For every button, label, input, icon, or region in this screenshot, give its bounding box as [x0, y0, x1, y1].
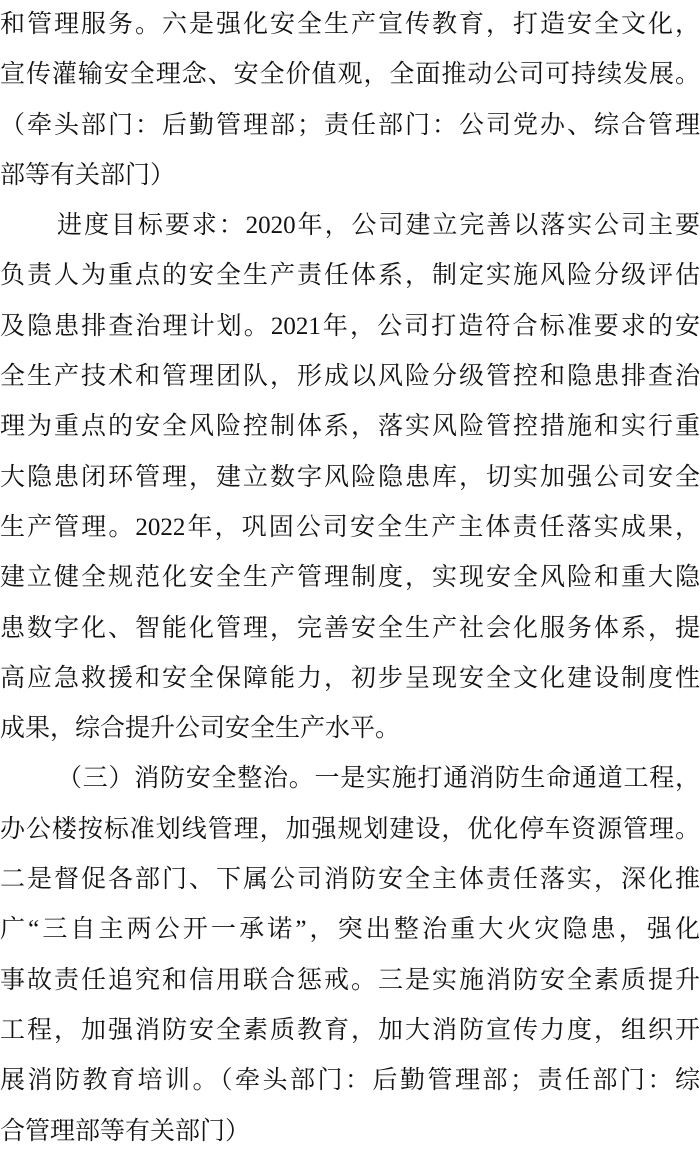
text-line: 办公楼按标准划线管理，加强规划建设，优化停车资源管理。 [0, 815, 700, 843]
text-line: 患数字化、智能化管理，完善安全生产社会化服务体系，提 [0, 614, 700, 642]
text-line: 大隐患闭环管理，建立数字风险隐患库，切实加强公司安全 [0, 463, 700, 491]
text-line: 建立健全规范化安全生产管理制度，实现安全风险和重大隐 [0, 564, 700, 592]
text-line: 进度目标要求：2020年，公司建立完善以落实公司主要 [57, 212, 700, 240]
text-line: 部等有关部门） [0, 161, 176, 189]
text-line: 及隐患排查治理计划。2021年，公司打造符合标准要求的安 [0, 312, 700, 340]
text-line: 成果，综合提升公司安全生产水平。 [0, 715, 401, 743]
text-line: 事故责任追究和信用联合惩戒。三是实施消防安全素质提升 [0, 966, 700, 994]
text-line: 二是督促各部门、下属公司消防安全主体责任落实，深化推 [0, 866, 700, 894]
text-line: 全生产技术和管理团队，形成以风险分级管控和隐患排查治 [0, 363, 700, 391]
text-line: （三）消防安全整治。一是实施打通消防生命通道工程， [57, 765, 700, 793]
text-line: 宣传灌输安全理念、安全价值观，全面推动公司可持续发展。 [0, 61, 700, 89]
text-line: 生产管理。2022年，巩固公司安全生产主体责任落实成果， [0, 513, 700, 541]
text-line: 工程，加强消防安全素质教育，加大消防宣传力度，组织开 [0, 1016, 700, 1044]
text-line: 高应急救援和安全保障能力，初步呈现安全文化建设制度性 [0, 664, 700, 692]
text-line: 合管理部等有关部门） [0, 1117, 251, 1145]
text-line: 理为重点的安全风险控制体系，落实风险管控措施和实行重 [0, 413, 700, 441]
text-line: 展消防教育培训。（牵头部门：后勤管理部；责任部门：综 [0, 1067, 700, 1095]
text-line: 负责人为重点的安全生产责任体系，制定实施风险分级评估 [0, 262, 700, 290]
text-line: 和管理服务。六是强化安全生产宣传教育，打造安全文化， [0, 11, 700, 38]
text-line: 广“三自主两公开一承诺”，突出整治重大火灾隐患，强化 [0, 916, 700, 944]
text-line: （牵头部门：后勤管理部；责任部门：公司党办、综合管理 [0, 111, 700, 139]
